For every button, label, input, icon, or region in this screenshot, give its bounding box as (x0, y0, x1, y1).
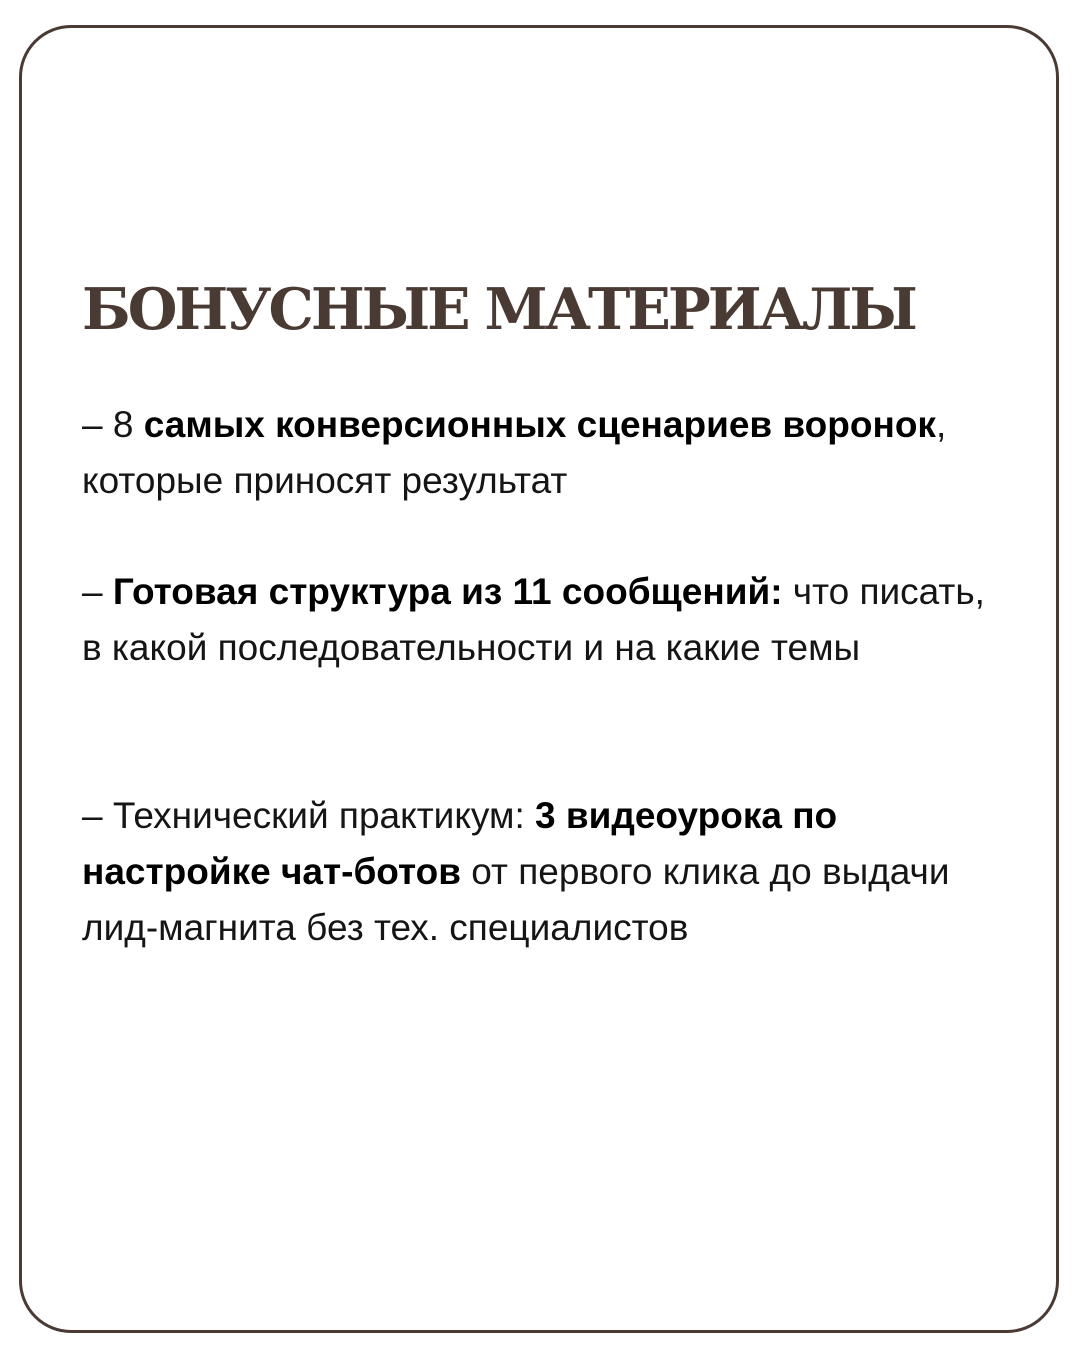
bonus-item-highlight: Готовая структура из 11 сообщений: (112, 571, 783, 612)
page-title: БОНУСНЫЕ МАТЕРИАЛЫ (82, 276, 915, 343)
bonus-item-funnel-scenarios (82, 397, 1002, 509)
bonus-item-text: что писать, в какой последовательности и на какие темы (82, 571, 985, 668)
bonus-item-prefix: – 8 (82, 404, 144, 445)
bonus-item-prefix: – (82, 571, 113, 612)
bonus-item-text: от первого клика до выдачи лид-магнита без тех. специалистов (82, 851, 950, 948)
bonus-item-highlight: самых конверсионных сценариев воронок (143, 404, 936, 445)
bonus-item-message-structure (82, 564, 1002, 676)
bonus-item-text: , которые приносят результат (82, 404, 947, 501)
bonus-item-highlight: 3 видеоурока по настройке чат-ботов (82, 795, 838, 892)
bonus-item-tech-workshop (82, 788, 1002, 956)
bonus-item-prefix: – Технический практикум: (82, 795, 535, 836)
content-card (19, 25, 1059, 1333)
